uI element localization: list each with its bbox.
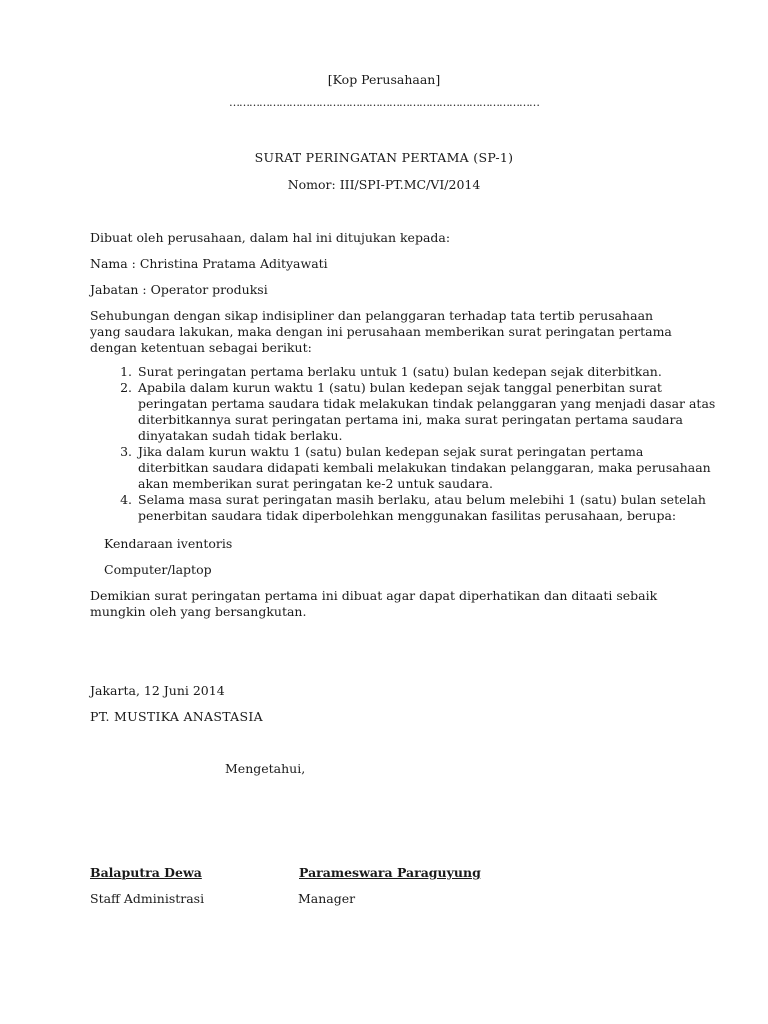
letter-number: Nomor: III/SPI-PT.MC/VI/2014: [287, 177, 481, 192]
signer-2-name: Parameswara Paraguyung: [299, 865, 481, 880]
recipient-name: Nama : Christina Pratama Adityawati: [90, 256, 328, 271]
provisions-list: [90, 364, 716, 524]
signer-1-name: Balaputra Dewa: [90, 865, 202, 880]
intro-text: Dibuat oleh perusahaan, dalam hal ini ditujukan kepada:: [90, 230, 451, 245]
acknowledged-label: Mengetahui,: [225, 761, 306, 776]
facility-computer: Computer/laptop: [104, 562, 212, 577]
signer-2-role: Manager: [298, 891, 356, 906]
list-item: 3. Jika dalam kurun waktu 1 (satu) bulan kedepan sejak surat peringatan pertama diterbitkan saudara didapati kembali melakukan tindakan pelanggaran, maka perusahaan akan memberikan surat peringatan ke-2 untuk saudara.: [136, 444, 716, 492]
letterhead-dotted-line: …………………………………………………………………………………: [229, 96, 539, 109]
place-date: Jakarta, 12 Juni 2014: [90, 683, 225, 698]
main-paragraph: Sehubungan dengan sikap indisipliner dan pelanggaran terhadap tata tertib perusahaan yang saudara lakukan, maka dengan ini perusahaan memberikan surat peringatan pertama dengan ketentuan sebagai berikut:: [90, 308, 672, 355]
list-item: 1. Surat peringatan pertama berlaku untuk 1 (satu) bulan kedepan sejak diterbitkan.: [136, 364, 716, 380]
signer-1-role: Staff Administrasi: [90, 891, 205, 906]
letterhead-placeholder: [Kop Perusahaan]: [327, 72, 441, 87]
list-item: 4. Selama masa surat peringatan masih berlaku, atau belum melebihi 1 (satu) bulan setelah penerbitan saudara tidak diperbolehkan menggunakan fasilitas perusahaan, berupa:: [136, 492, 716, 524]
closing-paragraph: Demikian surat peringatan pertama ini dibuat agar dapat diperhatikan dan ditaati sebaik mungkin oleh yang bersangkutan.: [90, 588, 658, 619]
letter-title: SURAT PERINGATAN PERTAMA (SP-1): [254, 150, 514, 165]
company-name: PT. MUSTIKA ANASTASIA: [90, 709, 263, 724]
recipient-position: Jabatan : Operator produksi: [90, 282, 268, 297]
facility-vehicle: Kendaraan iventoris: [104, 536, 233, 551]
list-item: 2. Apabila dalam kurun waktu 1 (satu) bulan kedepan sejak tanggal penerbitan surat peringatan pertama saudara tidak melakukan tindak pelanggaran yang menjadi dasar atas diterbitkannya surat peringatan pertama ini, maka surat peringatan pertama saudara dinyatakan sudah tidak berlaku.: [136, 380, 716, 444]
